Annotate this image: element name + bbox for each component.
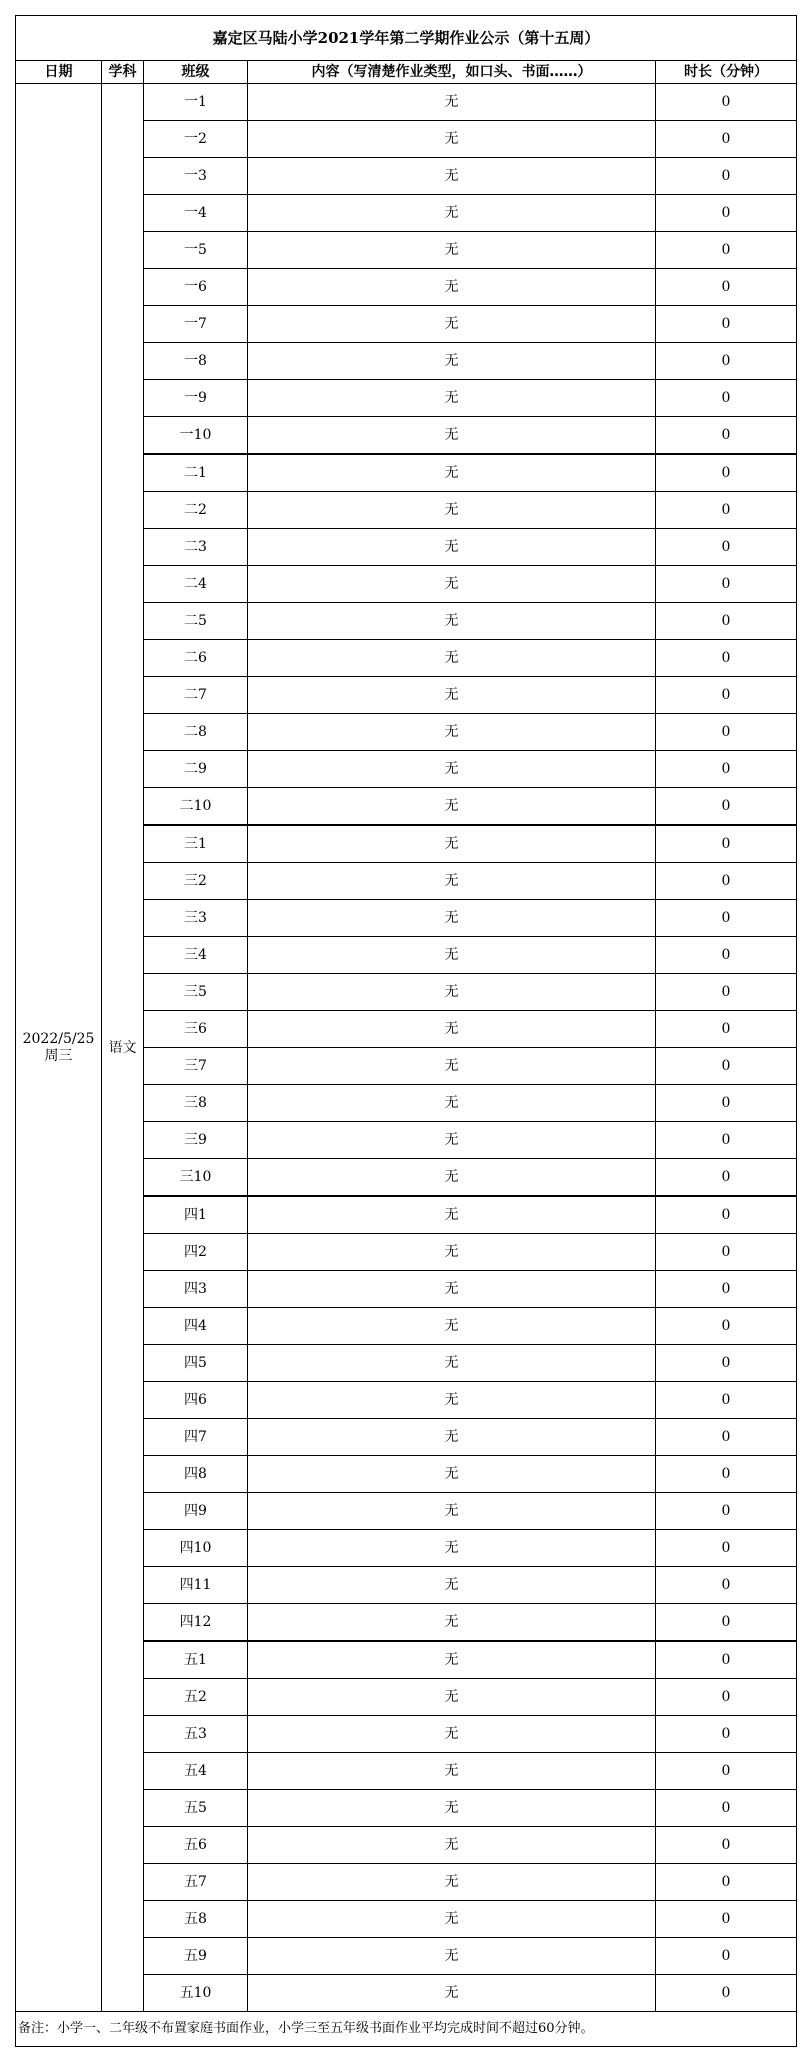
duration-cell: 0 <box>656 529 797 566</box>
content-cell: 无 <box>248 751 656 788</box>
duration-cell: 0 <box>656 1530 797 1567</box>
content-cell: 无 <box>248 1790 656 1827</box>
class-cell: 四4 <box>144 1308 248 1345</box>
content-cell: 无 <box>248 1196 656 1234</box>
duration-cell: 0 <box>656 1864 797 1901</box>
class-cell: 三6 <box>144 1011 248 1048</box>
content-cell: 无 <box>248 195 656 232</box>
content-cell: 无 <box>248 1048 656 1085</box>
content-cell: 无 <box>248 1011 656 1048</box>
duration-cell: 0 <box>656 1122 797 1159</box>
content-cell: 无 <box>248 1159 656 1197</box>
class-cell: 五10 <box>144 1975 248 2012</box>
class-cell: 一5 <box>144 232 248 269</box>
weekday-value: 周三 <box>44 1047 73 1064</box>
content-cell: 无 <box>248 343 656 380</box>
content-cell: 无 <box>248 1864 656 1901</box>
class-cell: 一9 <box>144 380 248 417</box>
class-cell: 三3 <box>144 900 248 937</box>
duration-cell: 0 <box>656 1493 797 1530</box>
class-cell: 一7 <box>144 306 248 343</box>
class-cell: 三1 <box>144 825 248 863</box>
content-cell: 无 <box>248 1271 656 1308</box>
class-cell: 五4 <box>144 1753 248 1790</box>
content-cell: 无 <box>248 1456 656 1493</box>
content-cell: 无 <box>248 269 656 306</box>
duration-cell: 0 <box>656 232 797 269</box>
class-cell: 二7 <box>144 677 248 714</box>
header-date: 日期 <box>16 61 102 84</box>
duration-cell: 0 <box>656 1085 797 1122</box>
sheet-title: 嘉定区马陆小学2021学年第二学期作业公示（第十五周） <box>16 16 797 61</box>
homework-table <box>15 15 797 2047</box>
duration-cell: 0 <box>656 900 797 937</box>
duration-cell: 0 <box>656 1382 797 1419</box>
class-cell: 五6 <box>144 1827 248 1864</box>
duration-cell: 0 <box>656 974 797 1011</box>
duration-cell: 0 <box>656 566 797 603</box>
content-cell: 无 <box>248 1679 656 1716</box>
class-cell: 五3 <box>144 1716 248 1753</box>
class-cell: 一10 <box>144 417 248 455</box>
duration-cell: 0 <box>656 825 797 863</box>
duration-cell: 0 <box>656 1567 797 1604</box>
duration-cell: 0 <box>656 454 797 492</box>
content-cell: 无 <box>248 937 656 974</box>
duration-cell: 0 <box>656 158 797 195</box>
duration-cell: 0 <box>656 714 797 751</box>
content-cell: 无 <box>248 454 656 492</box>
content-cell: 无 <box>248 566 656 603</box>
class-cell: 四10 <box>144 1530 248 1567</box>
subject-cell: 语文 <box>102 84 144 2012</box>
date-cell <box>16 84 102 2012</box>
content-cell: 无 <box>248 1716 656 1753</box>
class-cell: 四3 <box>144 1271 248 1308</box>
content-cell: 无 <box>248 158 656 195</box>
duration-cell: 0 <box>656 1159 797 1197</box>
content-cell: 无 <box>248 380 656 417</box>
class-cell: 三7 <box>144 1048 248 1085</box>
duration-cell: 0 <box>656 1753 797 1790</box>
header-class: 班级 <box>144 61 248 84</box>
class-cell: 二10 <box>144 788 248 826</box>
class-cell: 四8 <box>144 1456 248 1493</box>
content-cell: 无 <box>248 1122 656 1159</box>
duration-cell: 0 <box>656 1196 797 1234</box>
duration-cell: 0 <box>656 1419 797 1456</box>
duration-cell: 0 <box>656 863 797 900</box>
duration-cell: 0 <box>656 195 797 232</box>
content-cell: 无 <box>248 825 656 863</box>
class-cell: 一8 <box>144 343 248 380</box>
duration-cell: 0 <box>656 937 797 974</box>
class-cell: 三2 <box>144 863 248 900</box>
title-row <box>16 16 797 61</box>
class-cell: 一3 <box>144 158 248 195</box>
duration-cell: 0 <box>656 269 797 306</box>
class-cell: 二5 <box>144 603 248 640</box>
header-duration: 时长（分钟） <box>656 61 797 84</box>
class-cell: 三4 <box>144 937 248 974</box>
content-cell: 无 <box>248 306 656 343</box>
content-cell: 无 <box>248 1345 656 1382</box>
content-cell: 无 <box>248 1085 656 1122</box>
content-cell: 无 <box>248 788 656 826</box>
class-cell: 五1 <box>144 1641 248 1679</box>
class-cell: 三9 <box>144 1122 248 1159</box>
class-cell: 四12 <box>144 1604 248 1642</box>
duration-cell: 0 <box>656 1975 797 2012</box>
class-cell: 二8 <box>144 714 248 751</box>
content-cell: 无 <box>248 1493 656 1530</box>
duration-cell: 0 <box>656 1456 797 1493</box>
duration-cell: 0 <box>656 1604 797 1642</box>
class-cell: 二9 <box>144 751 248 788</box>
class-cell: 二6 <box>144 640 248 677</box>
class-cell: 四9 <box>144 1493 248 1530</box>
content-cell: 无 <box>248 1382 656 1419</box>
class-cell: 二2 <box>144 492 248 529</box>
duration-cell: 0 <box>656 677 797 714</box>
content-cell: 无 <box>248 1604 656 1642</box>
class-cell: 一6 <box>144 269 248 306</box>
date-value: 2022/5/25 <box>22 1030 95 1047</box>
class-cell: 五8 <box>144 1901 248 1938</box>
content-cell: 无 <box>248 1641 656 1679</box>
content-cell: 无 <box>248 529 656 566</box>
content-cell: 无 <box>248 1308 656 1345</box>
content-cell: 无 <box>248 1419 656 1456</box>
duration-cell: 0 <box>656 1048 797 1085</box>
duration-cell: 0 <box>656 343 797 380</box>
content-cell: 无 <box>248 640 656 677</box>
content-cell: 无 <box>248 863 656 900</box>
duration-cell: 0 <box>656 1790 797 1827</box>
duration-cell: 0 <box>656 788 797 826</box>
content-cell: 无 <box>248 974 656 1011</box>
class-cell: 四6 <box>144 1382 248 1419</box>
class-cell: 五5 <box>144 1790 248 1827</box>
class-cell: 三5 <box>144 974 248 1011</box>
duration-cell: 0 <box>656 1679 797 1716</box>
content-cell: 无 <box>248 677 656 714</box>
class-cell: 四11 <box>144 1567 248 1604</box>
duration-cell: 0 <box>656 1827 797 1864</box>
content-cell: 无 <box>248 1901 656 1938</box>
class-cell: 四1 <box>144 1196 248 1234</box>
content-cell: 无 <box>248 1567 656 1604</box>
class-cell: 二4 <box>144 566 248 603</box>
content-cell: 无 <box>248 1530 656 1567</box>
duration-cell: 0 <box>656 380 797 417</box>
class-cell: 四5 <box>144 1345 248 1382</box>
duration-cell: 0 <box>656 306 797 343</box>
header-subject: 学科 <box>102 61 144 84</box>
duration-cell: 0 <box>656 417 797 455</box>
duration-cell: 0 <box>656 1308 797 1345</box>
content-cell: 无 <box>248 84 656 121</box>
duration-cell: 0 <box>656 1011 797 1048</box>
duration-cell: 0 <box>656 640 797 677</box>
class-cell: 二3 <box>144 529 248 566</box>
duration-cell: 0 <box>656 1345 797 1382</box>
class-cell: 四2 <box>144 1234 248 1271</box>
class-cell: 四7 <box>144 1419 248 1456</box>
content-cell: 无 <box>248 714 656 751</box>
content-cell: 无 <box>248 603 656 640</box>
note-text: 备注：小学一、二年级不布置家庭书面作业，小学三至五年级书面作业平均完成时间不超过60分钟。 <box>16 2012 797 2047</box>
class-cell: 五7 <box>144 1864 248 1901</box>
content-cell: 无 <box>248 1975 656 2012</box>
homework-sheet <box>15 15 796 2047</box>
note-row <box>16 2012 797 2047</box>
class-cell: 一1 <box>144 84 248 121</box>
class-cell: 一4 <box>144 195 248 232</box>
content-cell: 无 <box>248 1827 656 1864</box>
duration-cell: 0 <box>656 751 797 788</box>
content-cell: 无 <box>248 1938 656 1975</box>
content-cell: 无 <box>248 232 656 269</box>
duration-cell: 0 <box>656 603 797 640</box>
content-cell: 无 <box>248 1753 656 1790</box>
class-cell: 二1 <box>144 454 248 492</box>
duration-cell: 0 <box>656 492 797 529</box>
duration-cell: 0 <box>656 1271 797 1308</box>
duration-cell: 0 <box>656 1901 797 1938</box>
duration-cell: 0 <box>656 84 797 121</box>
duration-cell: 0 <box>656 1234 797 1271</box>
duration-cell: 0 <box>656 1716 797 1753</box>
content-cell: 无 <box>248 900 656 937</box>
content-cell: 无 <box>248 492 656 529</box>
duration-cell: 0 <box>656 1938 797 1975</box>
duration-cell: 0 <box>656 1641 797 1679</box>
header-row <box>16 61 797 84</box>
class-cell: 三10 <box>144 1159 248 1197</box>
content-cell: 无 <box>248 121 656 158</box>
class-cell: 一2 <box>144 121 248 158</box>
class-cell: 五2 <box>144 1679 248 1716</box>
table-row <box>16 84 797 121</box>
class-cell: 五9 <box>144 1938 248 1975</box>
content-cell: 无 <box>248 417 656 455</box>
header-content: 内容（写清楚作业类型，如口头、书面……） <box>248 61 656 84</box>
content-cell: 无 <box>248 1234 656 1271</box>
duration-cell: 0 <box>656 121 797 158</box>
class-cell: 三8 <box>144 1085 248 1122</box>
